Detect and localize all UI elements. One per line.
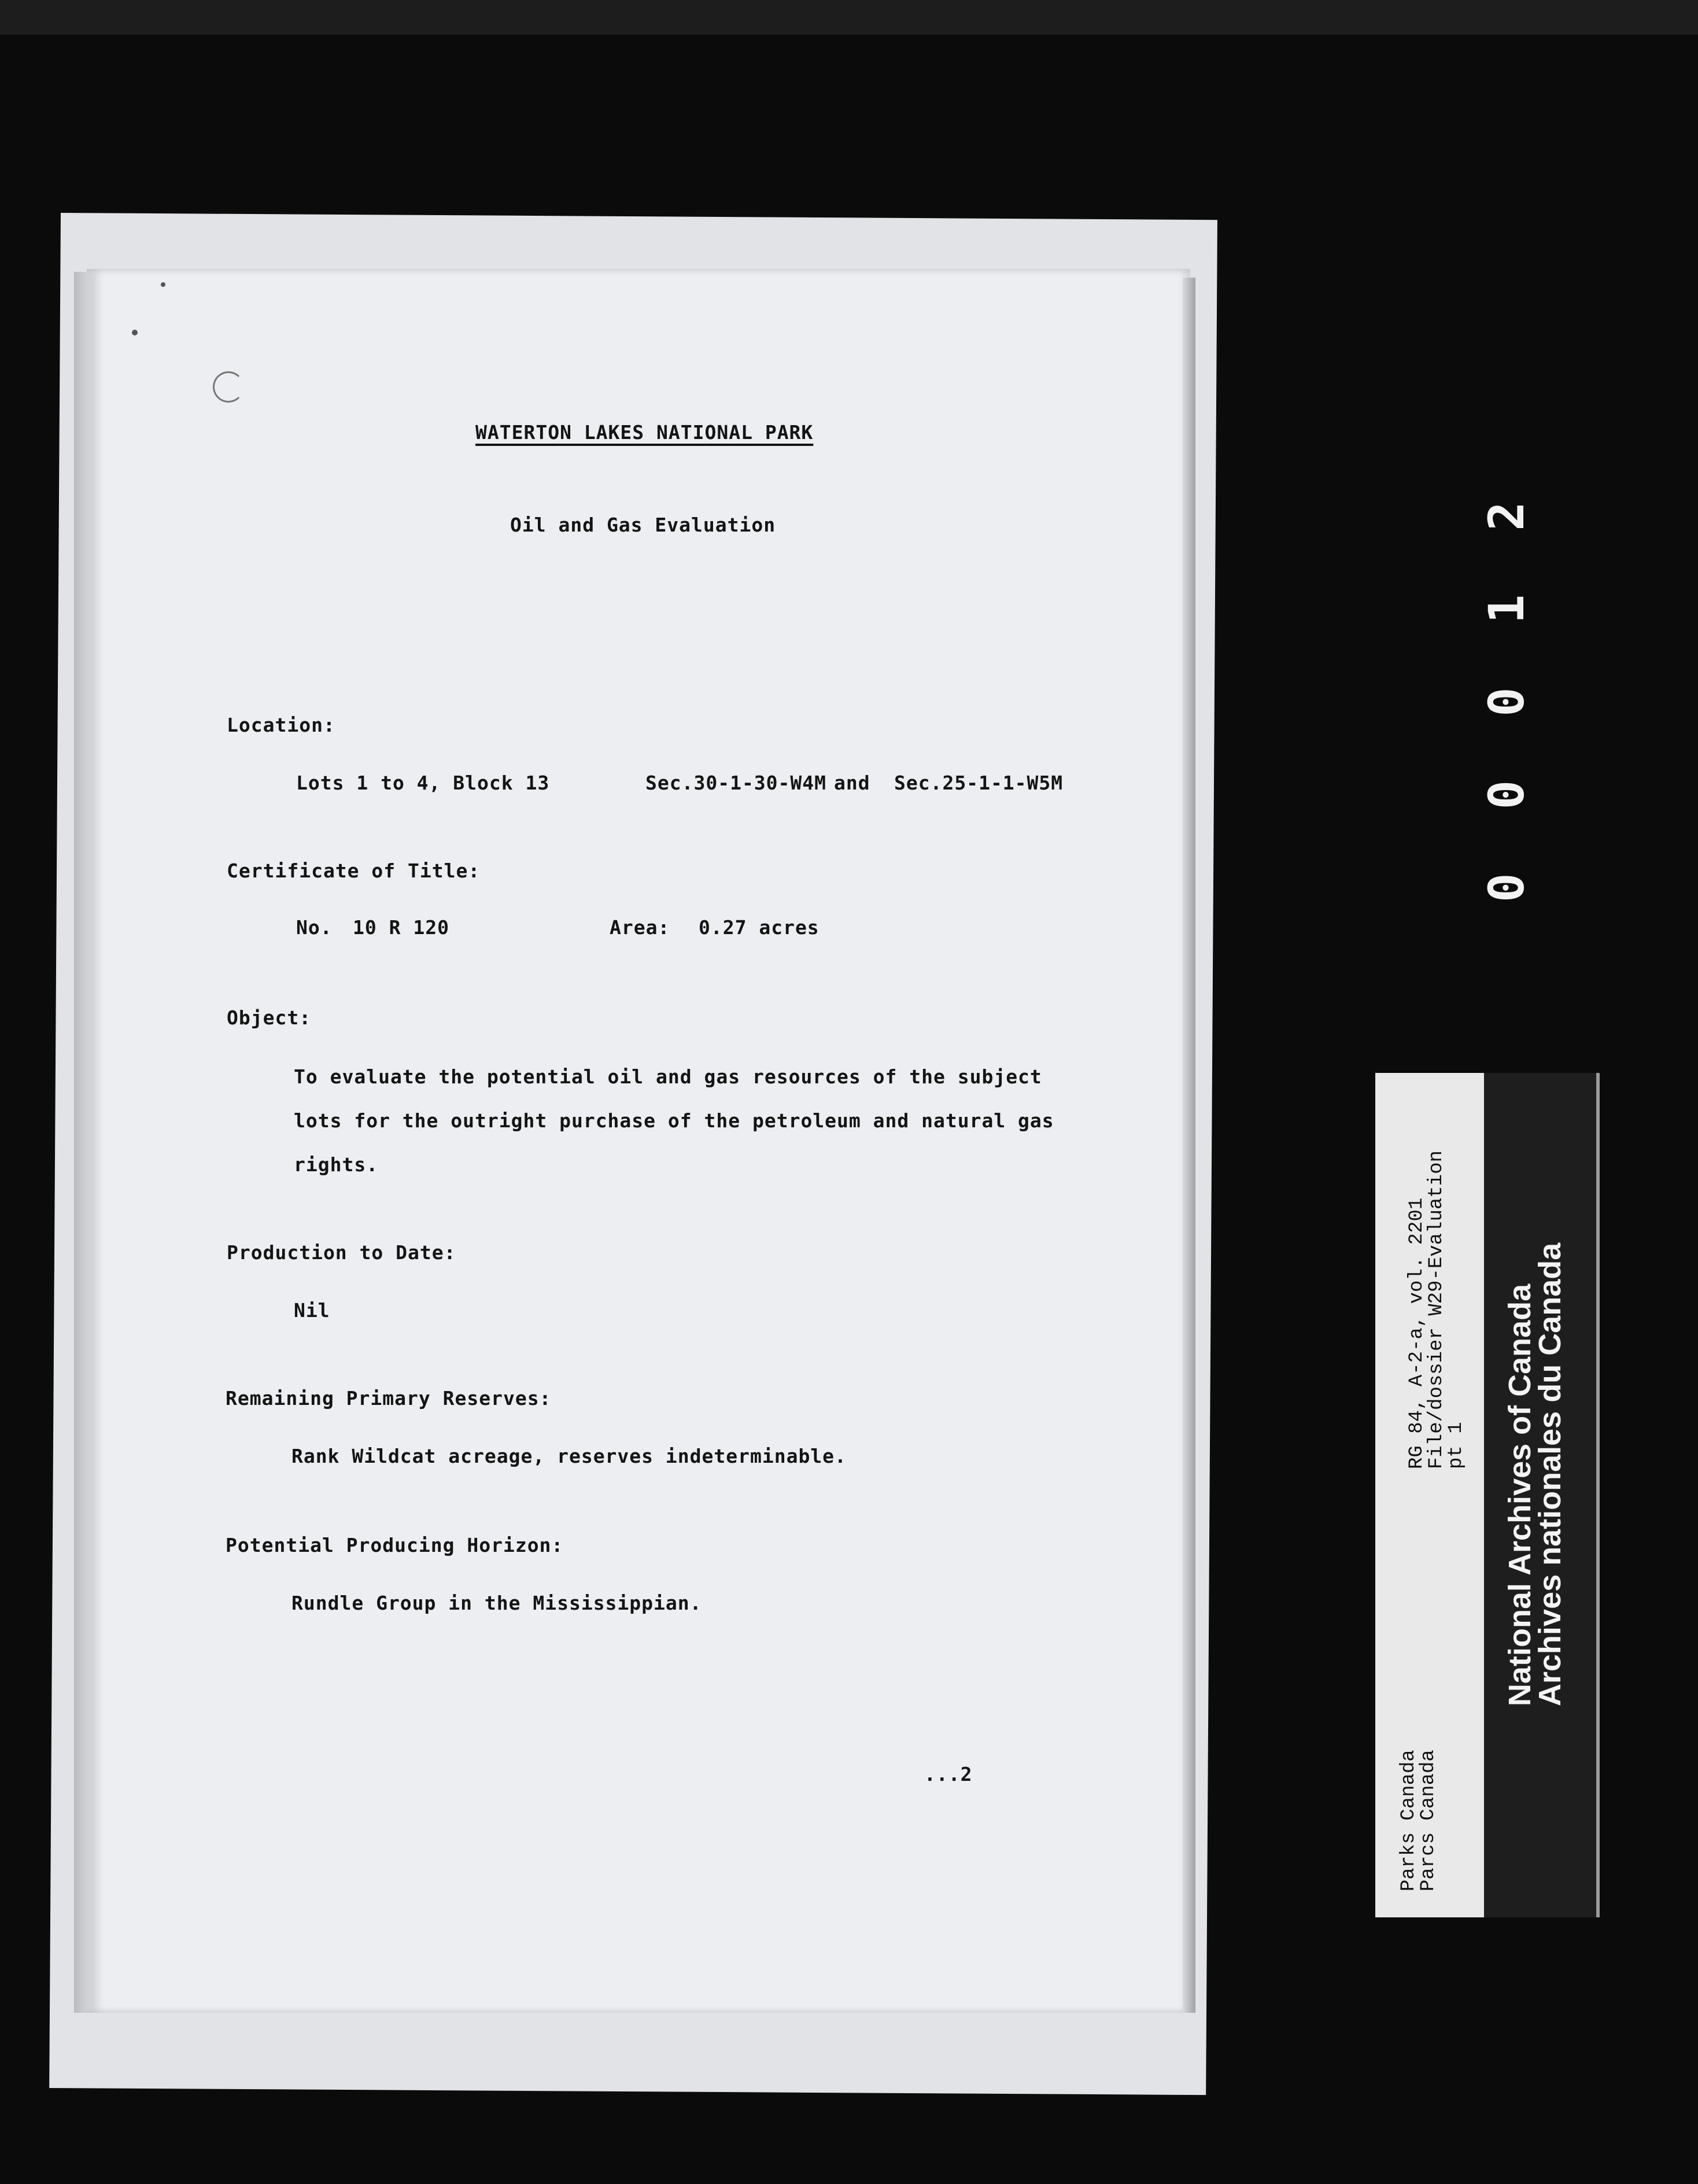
location-lots: Lots 1 to 4, Block 13: [296, 772, 550, 794]
horizon-value: Rundle Group in the Mississippian.: [291, 1592, 702, 1614]
reserves-value: Rank Wildcat acreage, reserves indeterminable.: [291, 1445, 847, 1467]
section-heading-reserves: Remaining Primary Reserves:: [226, 1387, 552, 1410]
section-heading-location: Location:: [227, 714, 335, 736]
document-title: WATERTON LAKES NATIONAL PARK: [475, 421, 814, 444]
document-subtitle: Oil and Gas Evaluation: [510, 514, 776, 536]
location-section-2: Sec.25-1-1-W5M: [894, 772, 1064, 794]
archive-reference-line-2: File/dossier W29-Evaluation: [1426, 1150, 1448, 1469]
frame-number: 00012: [1478, 438, 1535, 902]
location-section-1: Sec.30-1-30-W4M: [645, 772, 827, 794]
paper-right-edge: [1183, 278, 1195, 2013]
object-line-1: To evaluate the potential oil and gas resources of the subject: [294, 1065, 1042, 1088]
section-heading-production: Production to Date:: [227, 1241, 456, 1264]
speck: [132, 330, 138, 335]
archive-agency-line-2: Parcs Canada: [1418, 1750, 1439, 1891]
object-line-3: rights.: [294, 1153, 379, 1176]
archive-agency-line-1: Parks Canada: [1398, 1750, 1420, 1891]
certificate-no-label: No.: [296, 916, 333, 939]
production-value: Nil: [294, 1299, 330, 1322]
speck: [161, 282, 165, 287]
page-continuation: ...2: [924, 1763, 973, 1785]
archive-institution-line-1: National Archives of Canada: [1503, 1283, 1537, 1706]
archive-reference-line-3: pt 1: [1445, 1422, 1467, 1469]
area-value: 0.27 acres: [699, 916, 820, 939]
archive-institution-line-2: Archives nationales du Canada: [1533, 1242, 1567, 1706]
section-heading-certificate: Certificate of Title:: [227, 859, 481, 882]
film-top-edge: [0, 0, 1698, 35]
object-line-2: lots for the outright purchase of the petroleum and natural gas: [294, 1109, 1054, 1132]
archive-reference-line-1: RG 84, A-2-a, vol. 2201: [1406, 1197, 1428, 1469]
certificate-number: 10 R 120: [353, 916, 449, 939]
area-label: Area:: [610, 916, 670, 939]
location-and: and: [834, 772, 870, 794]
punch-mark: [213, 371, 244, 403]
section-heading-horizon: Potential Producing Horizon:: [226, 1534, 564, 1556]
section-heading-object: Object:: [227, 1006, 312, 1029]
